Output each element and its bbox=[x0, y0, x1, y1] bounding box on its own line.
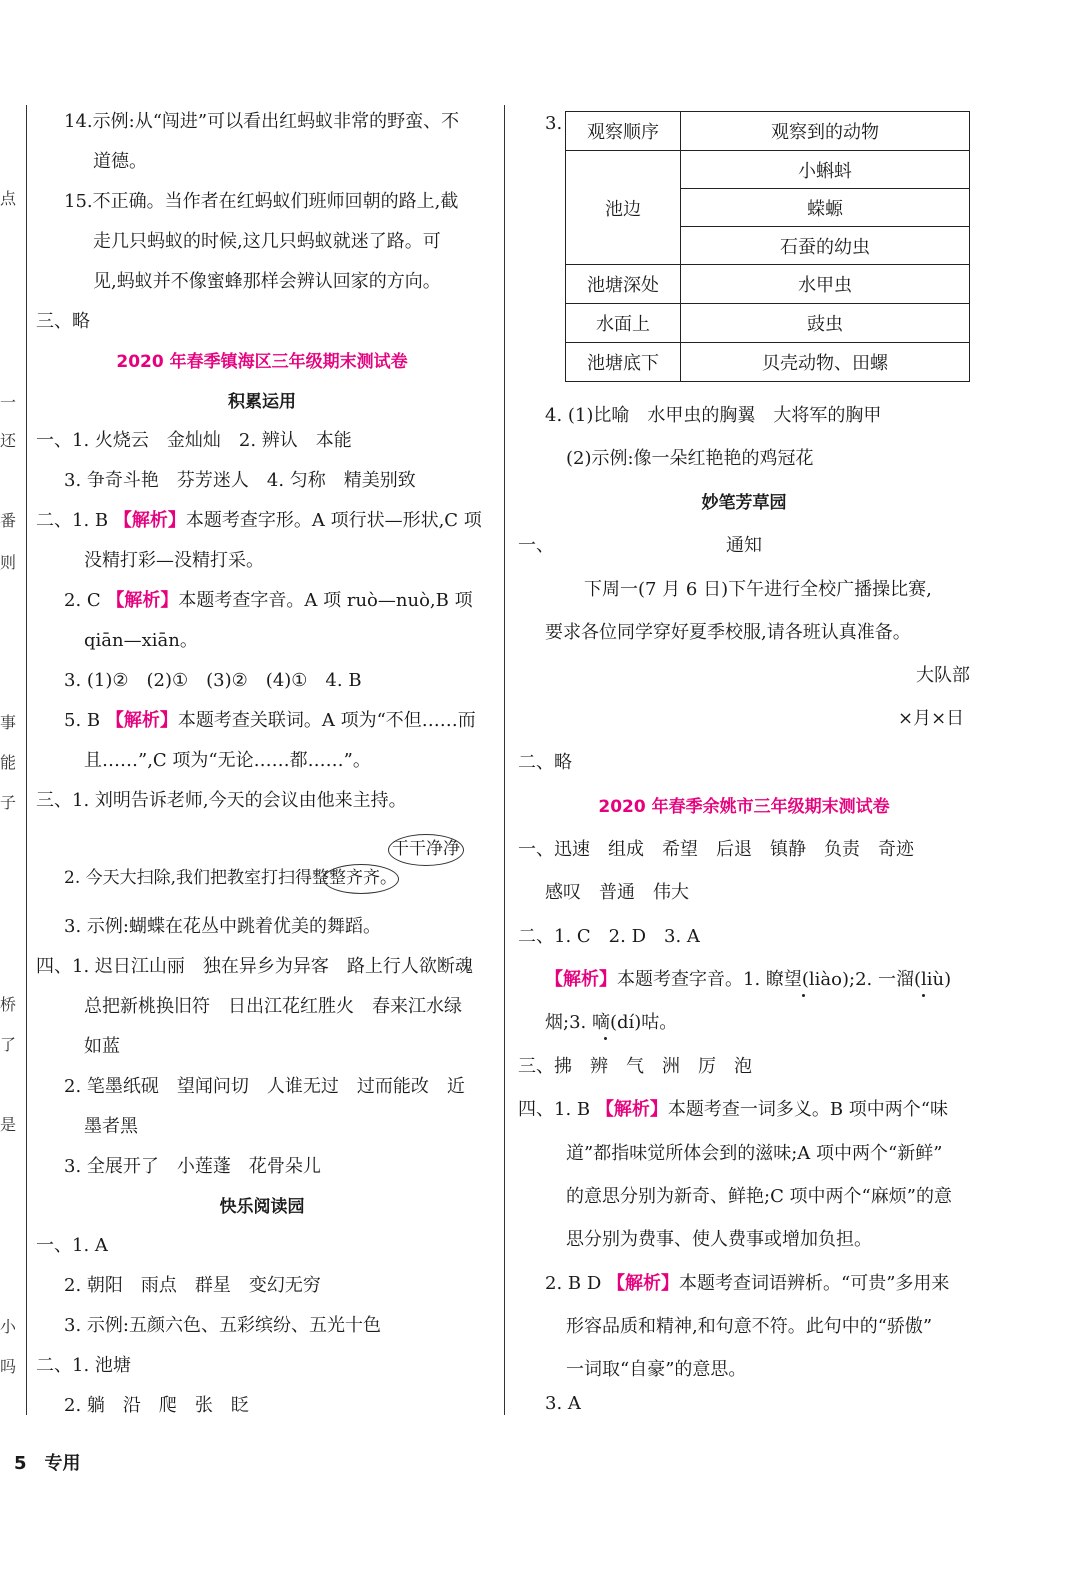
answer-line bbox=[545, 1273, 949, 1295]
table-cell-place: 池塘底下 bbox=[566, 343, 681, 382]
answer-line: 4. (1)比喻 水甲虫的胸翼 大将军的胸甲 bbox=[545, 405, 882, 426]
answer-line: 烟;3. 嘀(dí)咕。 bbox=[545, 1012, 678, 1033]
answer-line: 3. 示例:蝴蝶在花丛中跳着优美的舞蹈。 bbox=[64, 916, 381, 937]
answer-line: 没精打彩—没精打采。 bbox=[84, 550, 264, 571]
answer-line: 3. 示例:五颜六色、五彩缤纷、五光十色 bbox=[64, 1315, 381, 1336]
answer-line: qiān—xiān。 bbox=[84, 630, 198, 651]
answer-line: 且……”,C 项为“无论……都……”。 bbox=[84, 750, 371, 771]
table-cell-animal: 蝾螈 bbox=[681, 189, 970, 227]
notice-signature: 大队部 bbox=[916, 665, 970, 686]
analysis-tag: 【解析】 bbox=[607, 1273, 680, 1294]
left-margin-rule bbox=[26, 105, 27, 1415]
answer-line: 三、1. 刘明告诉老师,今天的会议由他来主持。 bbox=[36, 790, 407, 811]
margin-fragment: 点 bbox=[0, 189, 17, 208]
table-row bbox=[566, 343, 970, 382]
analysis-text: 本题考查关联词。A 项为“不但……而 bbox=[177, 710, 476, 731]
margin-fragment: 桥 bbox=[0, 995, 17, 1014]
answer-line: 一、1. A bbox=[36, 1235, 108, 1256]
answer-line: 的意思分别为新奇、鲜艳;C 项中两个“麻烦”的意 bbox=[566, 1186, 952, 1207]
answer-line: 2. 笔墨纸砚 望闻问切 人谁无过 过而能改 近 bbox=[64, 1076, 465, 1097]
margin-fragment: 还 bbox=[0, 431, 17, 450]
answer-line bbox=[64, 590, 473, 612]
answer-number: 2. B D bbox=[545, 1273, 602, 1294]
analysis-tag: 【解析】 bbox=[545, 969, 617, 990]
answer-line: 2. 今天大扫除,我们把教室打扫得整整齐齐。 bbox=[64, 868, 398, 888]
table-cell-animal: 石蚕的幼虫 bbox=[681, 227, 970, 265]
answer-line: 三、略 bbox=[36, 311, 90, 332]
answer-line: 见,蚂蚁并不像蜜蜂那样会辨认回家的方向。 bbox=[93, 271, 441, 292]
answer-line bbox=[545, 969, 951, 991]
table-row bbox=[566, 151, 970, 189]
correction-text: 干干净净 bbox=[392, 839, 460, 859]
answer-line: (2)示例:像一朵红艳艳的鸡冠花 bbox=[566, 448, 814, 469]
table-cell-place: 水面上 bbox=[566, 304, 681, 343]
margin-fragment: 事 bbox=[0, 713, 17, 732]
answer-number: 5. B bbox=[64, 710, 101, 731]
exam-title: 2020 年春季镇海区三年级期末测试卷 bbox=[116, 352, 408, 372]
table-header-row bbox=[566, 112, 970, 151]
answer-line bbox=[64, 710, 476, 732]
table-cell-animal: 豉虫 bbox=[681, 304, 970, 343]
answer-line: 三、拂 辨 气 洲 厉 泡 bbox=[518, 1056, 752, 1077]
table-cell-animal: 小蝌蚪 bbox=[681, 151, 970, 189]
margin-fragment: 一 bbox=[0, 393, 17, 412]
answer-line: 感叹 普通 伟大 bbox=[545, 882, 689, 903]
answer-line: 3. (1)② (2)① (3)② (4)① 4. B bbox=[64, 670, 362, 691]
answer-line: 一、 bbox=[518, 535, 554, 556]
answer-line: 一、迅速 组成 希望 后退 镇静 负责 奇迹 bbox=[518, 839, 914, 860]
margin-fragment: 能 bbox=[0, 753, 17, 772]
answer-line: 总把新桃换旧符 日出江花红胜火 春来江水绿 bbox=[84, 996, 462, 1017]
section-heading: 妙笔芳草园 bbox=[701, 493, 787, 513]
answer-line: 如蓝 bbox=[84, 1036, 120, 1057]
answer-line: 墨者黑 bbox=[84, 1116, 138, 1137]
analysis-text: 本题考查一词多义。B 项中两个“味 bbox=[667, 1099, 949, 1120]
answer-line: 2. 朝阳 雨点 群星 变幻无穷 bbox=[64, 1275, 321, 1296]
answer-number: 二、1. B bbox=[36, 510, 109, 531]
table-cell-animal: 贝壳动物、田螺 bbox=[681, 343, 970, 382]
exam-title: 2020 年春季余姚市三年级期末测试卷 bbox=[598, 797, 890, 817]
page-footer: 5 专用 bbox=[14, 1453, 81, 1474]
answer-line: 道德。 bbox=[93, 151, 147, 172]
answer-number: 2. C bbox=[64, 590, 101, 611]
margin-fragment: 番 bbox=[0, 511, 17, 530]
table-cell-animal: 水甲虫 bbox=[681, 265, 970, 304]
notice-body: 要求各位同学穿好夏季校服,请各班认真准备。 bbox=[545, 622, 911, 643]
answer-line: 3. A bbox=[545, 1393, 581, 1414]
answer-line: 形容品质和精神,和句意不符。此句中的“骄傲” bbox=[566, 1316, 933, 1337]
table-row bbox=[566, 265, 970, 304]
answer-line: 15.不正确。当作者在红蚂蚁们班师回朝的路上,截 bbox=[64, 191, 459, 212]
notice-title: 通知 bbox=[726, 535, 762, 556]
analysis-text: 本题考查词语辨析。“可贵”多用来 bbox=[679, 1273, 950, 1294]
answer-line: 14.示例:从“闯进”可以看出红蚂蚁非常的野蛮、不 bbox=[64, 111, 460, 132]
answer-line: 一词取“自豪”的意思。 bbox=[566, 1359, 747, 1380]
section-heading: 快乐阅读园 bbox=[219, 1197, 305, 1217]
margin-fragment: 子 bbox=[0, 793, 17, 812]
analysis-text: 本题考查字形。A 项行状—形状,C 项 bbox=[185, 510, 482, 531]
notice-body: 下周一(7 月 6 日)下午进行全校广播操比赛, bbox=[584, 579, 932, 600]
margin-fragment: 了 bbox=[0, 1035, 17, 1054]
analysis-text: 本题考查字音。1. 瞭望(liào);2. 一溜(liù) bbox=[617, 969, 952, 990]
analysis-text: 本题考查字音。A 项 ruò—nuò,B 项 bbox=[178, 590, 473, 611]
answer-line: 道”都指味觉所体会到的滋味;A 项中两个“新鲜” bbox=[566, 1143, 943, 1164]
answer-line: 走几只蚂蚁的时候,这几只蚂蚁就迷了路。可 bbox=[93, 231, 441, 252]
answer-number: 3. bbox=[545, 113, 563, 134]
answer-line: 2. 躺 沿 爬 张 眨 bbox=[64, 1395, 249, 1416]
observation-table bbox=[565, 111, 970, 382]
analysis-tag: 【解析】 bbox=[595, 1099, 668, 1120]
table-row bbox=[566, 304, 970, 343]
emphasis-dot bbox=[604, 1037, 607, 1040]
emphasis-dot bbox=[802, 994, 805, 997]
answer-number: 四、1. B bbox=[518, 1099, 591, 1120]
margin-fragment: 是 bbox=[0, 1115, 17, 1134]
emphasis-dot bbox=[922, 994, 925, 997]
margin-fragment: 吗 bbox=[0, 1357, 17, 1376]
analysis-tag: 【解析】 bbox=[105, 710, 178, 731]
margin-fragment: 则 bbox=[0, 553, 17, 572]
margin-fragment: 小 bbox=[0, 1317, 17, 1336]
answer-line: 思分别为费事、使人费事或增加负担。 bbox=[566, 1229, 872, 1250]
table-cell-place: 池塘深处 bbox=[566, 265, 681, 304]
table-header-cell: 观察到的动物 bbox=[681, 112, 970, 151]
column-divider bbox=[504, 105, 505, 1415]
answer-line: 一、1. 火烧云 金灿灿 2. 辨认 本能 bbox=[36, 430, 352, 451]
analysis-tag: 【解析】 bbox=[113, 510, 186, 531]
answer-line: 二、略 bbox=[518, 752, 572, 773]
answer-line: 3. 全展开了 小莲蓬 花骨朵儿 bbox=[64, 1156, 321, 1177]
answer-line bbox=[518, 1099, 948, 1121]
answer-line: 四、1. 迟日江山丽 独在异乡为异客 路上行人欲断魂 bbox=[36, 956, 473, 977]
section-heading: 积累运用 bbox=[228, 392, 296, 412]
analysis-tag: 【解析】 bbox=[106, 590, 179, 611]
answer-line: 二、1. 池塘 bbox=[36, 1355, 131, 1376]
notice-date: ×月×日 bbox=[898, 708, 965, 729]
table-cell-place: 池边 bbox=[566, 151, 681, 265]
answer-line: 3. 争奇斗艳 芬芳迷人 4. 匀称 精美别致 bbox=[64, 470, 416, 491]
table-header-cell: 观察顺序 bbox=[566, 112, 681, 151]
answer-line bbox=[36, 510, 482, 532]
answer-line: 二、1. C 2. D 3. A bbox=[518, 926, 700, 947]
